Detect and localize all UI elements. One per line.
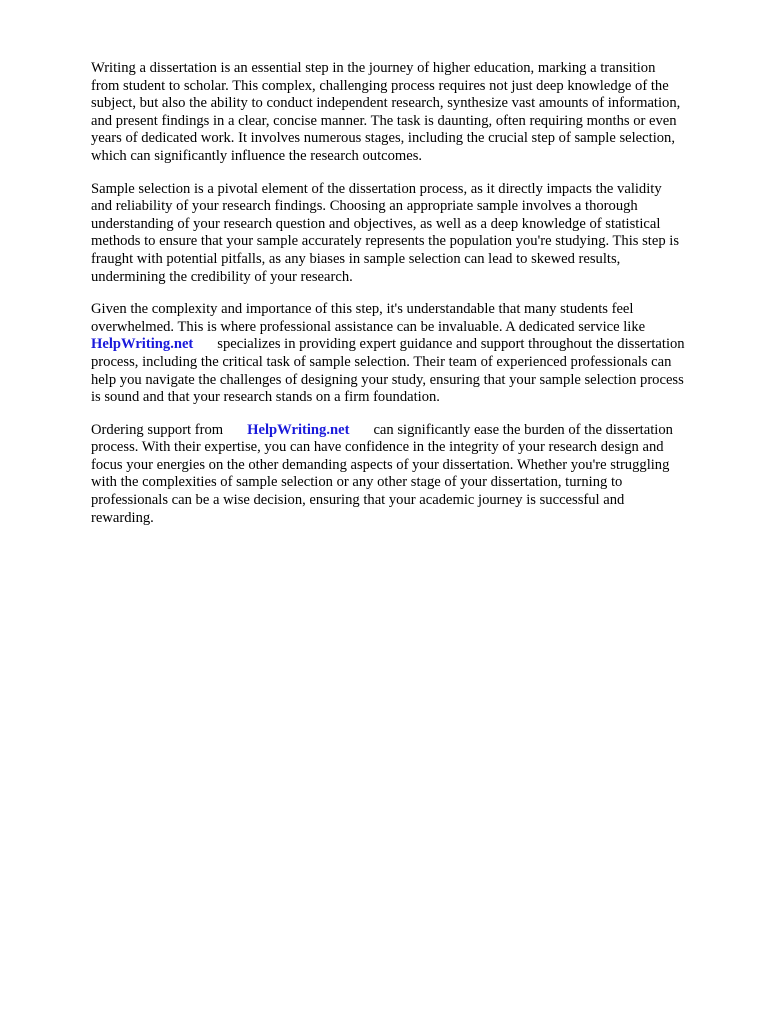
text-line: process, including the critical task of sample selection. Their team of experienced professionals can	[91, 353, 672, 370]
text-line: from student to scholar. This complex, challenging process requires not just deep knowledge of the	[91, 77, 669, 94]
document-body	[91, 60, 731, 542]
text-line: fraught with potential pitfalls, as any biases in sample selection can lead to skewed results,	[91, 250, 621, 267]
text-line: Sample selection is a pivotal element of the dissertation process, as it directly impacts the validity	[91, 180, 662, 197]
text-fragment: can significantly ease the burden of the dissertation	[373, 421, 673, 438]
text-line: methods to ensure that your sample accurately represents the population you're studying. This step is	[91, 233, 680, 250]
text-line: undermining the credibility of your research.	[91, 268, 353, 285]
text-line: subject, but also the ability to conduct independent research, synthesize vast amounts of information,	[91, 95, 681, 112]
text-line: process. With their expertise, you can have confidence in the integrity of your research design and	[91, 439, 664, 456]
text-line: which can significantly influence the research outcomes.	[91, 147, 423, 164]
text-line: is sound and that your research stands on a firm foundation.	[91, 389, 440, 406]
text-line: overwhelmed. This is where professional assistance can be invaluable. A dedicated service like	[91, 318, 646, 335]
text-line: Writing a dissertation is an essential step in the journey of higher education, marking a transition	[91, 60, 656, 76]
text-fragment: Ordering support from	[91, 421, 224, 438]
text-line-with-link	[91, 336, 731, 354]
text-line: Given the complexity and importance of this step, it's understandable that many students feel	[91, 301, 634, 318]
text-line: focus your energies on the other demanding aspects of your dissertation. Whether you're struggling	[91, 456, 670, 473]
helpwriting-link[interactable]: HelpWriting.net	[91, 336, 194, 353]
text-line: professionals can be a wise decision, ensuring that your academic journey is successful and	[91, 492, 625, 509]
text-line: help you navigate the challenges of designing your study, ensuring that your sample selection process	[91, 371, 684, 388]
text-line: years of dedicated work. It involves numerous stages, including the crucial step of sample selection,	[91, 130, 675, 147]
paragraph-intro	[91, 60, 731, 166]
text-fragment: specializes in providing expert guidance and support throughout the dissertation	[217, 336, 685, 353]
paragraph-professional-assistance	[91, 301, 731, 407]
text-line-with-link	[91, 422, 731, 440]
text-line: and present findings in a clear, concise manner. The task is daunting, often requiring months or even	[91, 112, 677, 129]
text-line: and reliability of your research findings. Choosing an appropriate sample involves a thorough	[91, 198, 638, 215]
helpwriting-link[interactable]: HelpWriting.net	[247, 421, 350, 438]
text-line: understanding of your research question and objectives, as well as a deep knowledge of statistical	[91, 215, 661, 232]
text-line: rewarding.	[91, 509, 154, 526]
paragraph-ordering-support	[91, 422, 731, 528]
text-line: with the complexities of sample selection or any other stage of your dissertation, turning to	[91, 474, 623, 491]
paragraph-sample-selection	[91, 181, 731, 287]
